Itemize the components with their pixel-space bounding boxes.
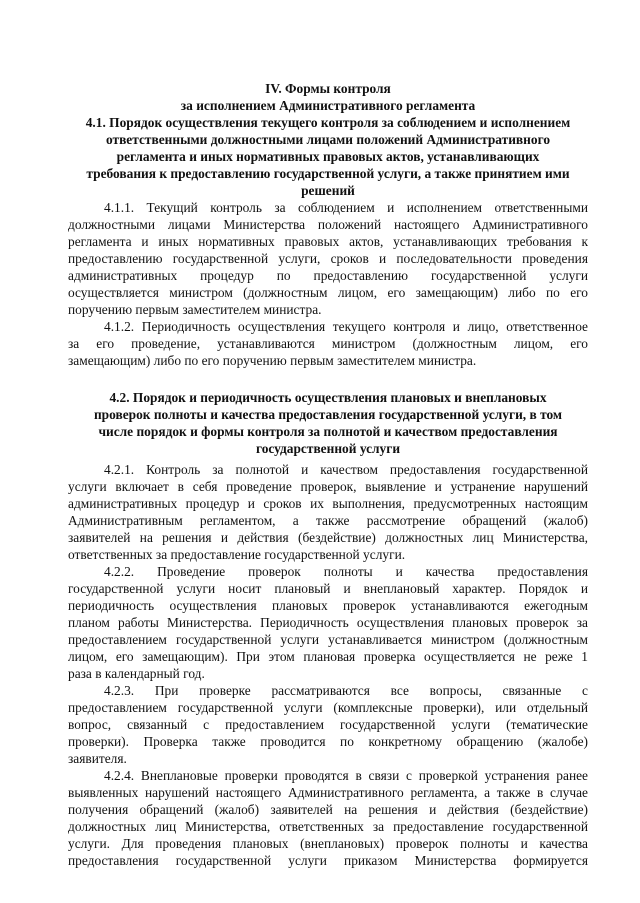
subsection-4-1-heading: 4.1. Порядок осуществления текущего контроля за соблюдением и исполнением: [85, 115, 571, 130]
paragraph-4-2-3-line: вопрос, связанный с предоставлением государственной услуги (тематические: [68, 717, 588, 732]
paragraph-4-1-1-line: регламента и иных нормативных правовых актов, устанавливающих требования к: [68, 234, 588, 249]
paragraph-4-2-4-line: предоставления государственной услуги приказом Министерства формируется: [68, 853, 588, 868]
paragraph-4-2-1-line: услуги включает в себя проведение проверок, выявление и устранение нарушений: [68, 479, 588, 494]
section-subtitle: за исполнением Административного регламента: [180, 98, 476, 113]
subsection-4-2-heading: проверок полноты и качества предоставления государственной услуги, в том: [93, 407, 563, 422]
subsection-4-1-heading: требования к предоставлению государственной услуги, а также принятием ими: [86, 166, 570, 181]
paragraph-4-2-2-line: раза в календарный год.: [68, 666, 205, 681]
subsection-4-2-heading: числе порядок и формы контроля за полнотой и качеством предоставления: [98, 424, 558, 439]
subsection-4-1-heading: регламента и иных нормативных правовых актов, устанавливающих: [116, 149, 540, 164]
paragraph-4-2-2-line: периодичность осуществления плановых проверок устанавливаются ежегодным: [68, 598, 588, 613]
paragraph-4-1-1-line: поручению первым заместителем министра.: [68, 302, 322, 317]
paragraph-4-1-2-line: за его проведение, устанавливаются министром (должностным лицом, его: [68, 336, 588, 351]
paragraph-4-2-3-line: заявителя.: [68, 751, 127, 766]
paragraph-4-1-1-line: административных процедур по предоставлению государственной услуги: [68, 268, 588, 283]
paragraph-4-2-2-line: лицом, его замещающим). При этом плановая проверка осуществляется не реже 1: [68, 649, 588, 664]
paragraph-4-2-4-line: выявленных нарушений настоящего Административного регламента, а также в случае: [68, 785, 588, 800]
paragraph-4-2-2-line: планом работы Министерства. Периодичность осуществления плановых проверок за: [68, 615, 588, 630]
paragraph-4-2-4-line: 4.2.4. Внеплановые проверки проводятся в связи с проверкой устранения ранее: [104, 768, 588, 783]
paragraph-4-1-1-line: 4.1.1. Текущий контроль за соблюдением и исполнением ответственными: [104, 200, 588, 215]
paragraph-4-2-4-line: получения обращений (жалоб) заявителей на решения и действия (бездействие): [68, 802, 588, 817]
subsection-4-1-heading: решений: [301, 183, 355, 198]
paragraph-4-2-1-line: заявителей на решения и действия (бездействие) должностных лиц Министерства,: [68, 530, 588, 545]
subsection-4-2-heading: 4.2. Порядок и периодичность осуществления плановых и внеплановых: [109, 390, 547, 405]
paragraph-4-1-2-line: замещающим) либо по его поручению первым заместителем министра.: [68, 353, 477, 368]
paragraph-4-2-4-line: должностных лиц Министерства, ответственных за предоставление государственной: [68, 819, 588, 834]
paragraph-4-1-1-line: предоставлению государственной услуги, сроков и последовательности проведения: [68, 251, 588, 266]
paragraph-4-2-1-line: административных процедур и сроков их выполнения, предусмотренных настоящим: [68, 496, 588, 511]
paragraph-4-2-2-line: 4.2.2. Проведение проверок полноты и качества предоставления: [104, 564, 588, 579]
paragraph-4-2-2-line: государственной услуги носит плановый и внеплановый характер. Порядок и: [68, 581, 588, 596]
paragraph-4-2-1-line: 4.2.1. Контроль за полнотой и качеством предоставления государственной: [104, 462, 588, 477]
paragraph-4-1-1-line: должностными лицами Министерства положений настоящего Административного: [68, 217, 588, 232]
section-title: IV. Формы контроля: [265, 81, 391, 96]
subsection-4-1-heading: ответственными должностными лицами положений Административного: [105, 132, 551, 147]
paragraph-4-2-3-line: 4.2.3. При проверке рассматриваются все вопросы, связанные с: [104, 683, 588, 698]
paragraph-4-2-3-line: предоставлением государственной услуги (комплексные проверки), или отдельный: [68, 700, 588, 715]
paragraph-4-2-1-line: ответственных за предоставление государственной услуги.: [68, 547, 406, 562]
paragraph-4-2-3-line: проверки). Проверка также проводится по конкретному обращению (жалобе): [68, 734, 588, 749]
subsection-4-2-heading: государственной услуги: [255, 441, 401, 456]
paragraph-4-1-2-line: 4.1.2. Периодичность осуществления текущего контроля и лицо, ответственное: [104, 319, 588, 334]
paragraph-4-2-1-line: Административным регламентом, а также рассмотрение обращений (жалоб): [68, 513, 588, 528]
paragraph-4-1-1-line: осуществляется министром (должностным лицом, его замещающим) либо по его: [68, 285, 588, 300]
paragraph-4-2-4-line: услуги. Для проведения плановых (внеплановых) проверок полноты и качества: [68, 836, 588, 851]
paragraph-4-2-2-line: предоставлением государственной услуги устанавливается министром (должностным: [68, 632, 588, 647]
